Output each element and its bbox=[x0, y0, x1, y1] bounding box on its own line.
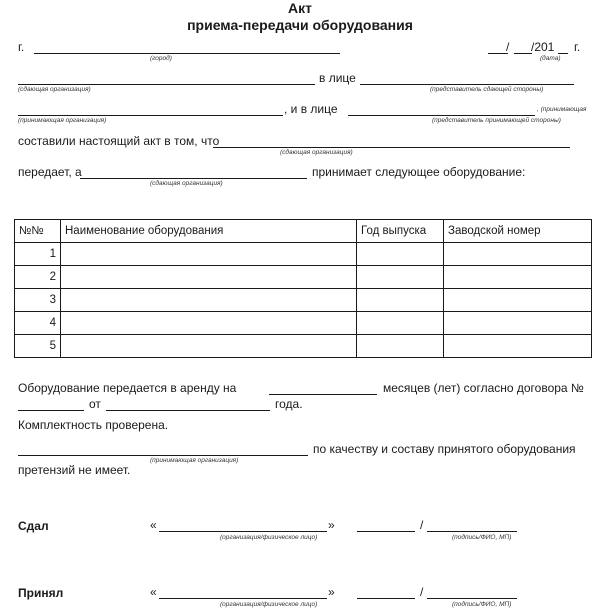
table-row bbox=[15, 289, 592, 312]
rent-period-field[interactable] bbox=[269, 394, 377, 395]
date-year-field[interactable] bbox=[558, 53, 568, 54]
sdal-sign-caption: (подпись/ФИО, МП) bbox=[452, 534, 512, 541]
date-year-prefix: /201 bbox=[531, 40, 555, 54]
row-name-cell[interactable] bbox=[61, 335, 357, 358]
row-serial-cell[interactable] bbox=[444, 335, 592, 358]
prinyal-name-field[interactable] bbox=[427, 598, 517, 599]
sdal-quote-open: « bbox=[150, 518, 157, 532]
prinyal-quote-open: « bbox=[150, 585, 157, 599]
row-year-cell[interactable] bbox=[357, 266, 444, 289]
v-litse-label: в лице bbox=[319, 71, 356, 85]
row-name-cell[interactable] bbox=[61, 289, 357, 312]
quality-caption: (принимающая организация) bbox=[150, 457, 239, 464]
row-year-cell[interactable] bbox=[357, 243, 444, 266]
prinyal-sign-caption: (подпись/ФИО, МП) bbox=[452, 601, 512, 608]
rent-text: Оборудование передается в аренду на bbox=[18, 381, 237, 395]
table-header-row bbox=[15, 220, 592, 243]
sdal-signature-field[interactable] bbox=[357, 531, 415, 532]
col-serial: Заводской номер bbox=[444, 220, 592, 243]
ot-label: от bbox=[89, 397, 101, 411]
sdal-name-field[interactable] bbox=[427, 531, 517, 532]
transfers-text: передает, а bbox=[18, 165, 82, 179]
prinyal-org-caption: (организация/физическое лицо) bbox=[220, 601, 318, 608]
table-row bbox=[15, 243, 592, 266]
date-slash: / bbox=[506, 40, 510, 54]
row-serial-cell[interactable] bbox=[444, 312, 592, 335]
prinyal-org-field[interactable] bbox=[159, 598, 327, 599]
city-prefix: г. bbox=[18, 40, 25, 54]
row-number: 4 bbox=[15, 312, 61, 335]
sdal-quote-close: » bbox=[328, 518, 335, 532]
sdal-slash: / bbox=[420, 518, 424, 532]
document-subtitle: приема-передачи оборудования bbox=[187, 17, 413, 33]
row-serial-cell[interactable] bbox=[444, 266, 592, 289]
row-number: 2 bbox=[15, 266, 61, 289]
row-number: 1 bbox=[15, 243, 61, 266]
sdal-org-caption: (организация/физическое лицо) bbox=[220, 534, 318, 541]
transfers-org-field[interactable] bbox=[80, 178, 307, 179]
sender-org-caption: (сдающая организация) bbox=[18, 86, 91, 93]
row-name-cell[interactable] bbox=[61, 243, 357, 266]
row-name-cell[interactable] bbox=[61, 312, 357, 335]
row-number: 3 bbox=[15, 289, 61, 312]
prinyal-slash: / bbox=[420, 585, 424, 599]
date-caption: (дата) bbox=[540, 55, 561, 62]
sender-rep-field[interactable] bbox=[360, 84, 574, 85]
sdal-org-field[interactable] bbox=[159, 531, 327, 532]
sender-org-field[interactable] bbox=[18, 84, 315, 85]
months-text: месяцев (лет) согласно договора № bbox=[383, 381, 584, 395]
receiver-org-caption: (принимающая организация) bbox=[18, 117, 107, 124]
transfers-caption: (сдающая организация) bbox=[150, 180, 223, 187]
row-name-cell[interactable] bbox=[61, 266, 357, 289]
contract-date-field[interactable] bbox=[106, 410, 270, 411]
table-row bbox=[15, 266, 592, 289]
city-field[interactable] bbox=[34, 53, 340, 54]
date-suffix: г. bbox=[574, 40, 581, 54]
row-serial-cell[interactable] bbox=[444, 243, 592, 266]
quality-org-field[interactable] bbox=[18, 455, 308, 456]
contract-number-field[interactable] bbox=[18, 410, 84, 411]
row-year-cell[interactable] bbox=[357, 312, 444, 335]
date-day-field[interactable] bbox=[488, 53, 508, 54]
receiver-org-field[interactable] bbox=[18, 115, 283, 116]
quality-text: по качеству и составу принятого оборудования bbox=[313, 442, 576, 456]
prinyal-signature-field[interactable] bbox=[357, 598, 415, 599]
equipment-table bbox=[14, 219, 592, 358]
prinyal-label: Принял bbox=[18, 586, 64, 600]
goda-label: года. bbox=[275, 397, 303, 411]
row-number: 5 bbox=[15, 335, 61, 358]
row-year-cell[interactable] bbox=[357, 335, 444, 358]
no-claims-text: претензий не имеет. bbox=[18, 463, 131, 477]
col-number: №№ bbox=[15, 220, 61, 243]
receiver-rep-caption: (представитель принимающей стороны) bbox=[432, 117, 561, 124]
i-v-litse-label: , и в лице bbox=[284, 102, 338, 116]
col-name: Наименование оборудования bbox=[61, 220, 357, 243]
col-year: Год выпуска bbox=[357, 220, 444, 243]
row-serial-cell[interactable] bbox=[444, 289, 592, 312]
document-title: Акт bbox=[288, 0, 312, 16]
sender-rep-caption: (представитель сдающей стороны) bbox=[430, 86, 544, 93]
compiled-text: составили настоящий акт в том, что bbox=[18, 134, 220, 148]
receiver-rep-field[interactable] bbox=[348, 115, 535, 116]
date-month-field[interactable] bbox=[514, 53, 532, 54]
compiled-caption: (сдающая организация) bbox=[280, 149, 353, 156]
row-year-cell[interactable] bbox=[357, 289, 444, 312]
receiving-label: , (принимающая bbox=[537, 106, 587, 113]
city-caption: (город) bbox=[150, 55, 172, 62]
table-row bbox=[15, 335, 592, 358]
compiled-org-field[interactable] bbox=[213, 147, 570, 148]
accepts-text: принимает следующее оборудование: bbox=[312, 165, 526, 179]
sdal-label: Сдал bbox=[18, 519, 49, 533]
prinyal-quote-close: » bbox=[328, 585, 335, 599]
completeness-text: Комплектность проверена. bbox=[18, 418, 169, 432]
table-row bbox=[15, 312, 592, 335]
